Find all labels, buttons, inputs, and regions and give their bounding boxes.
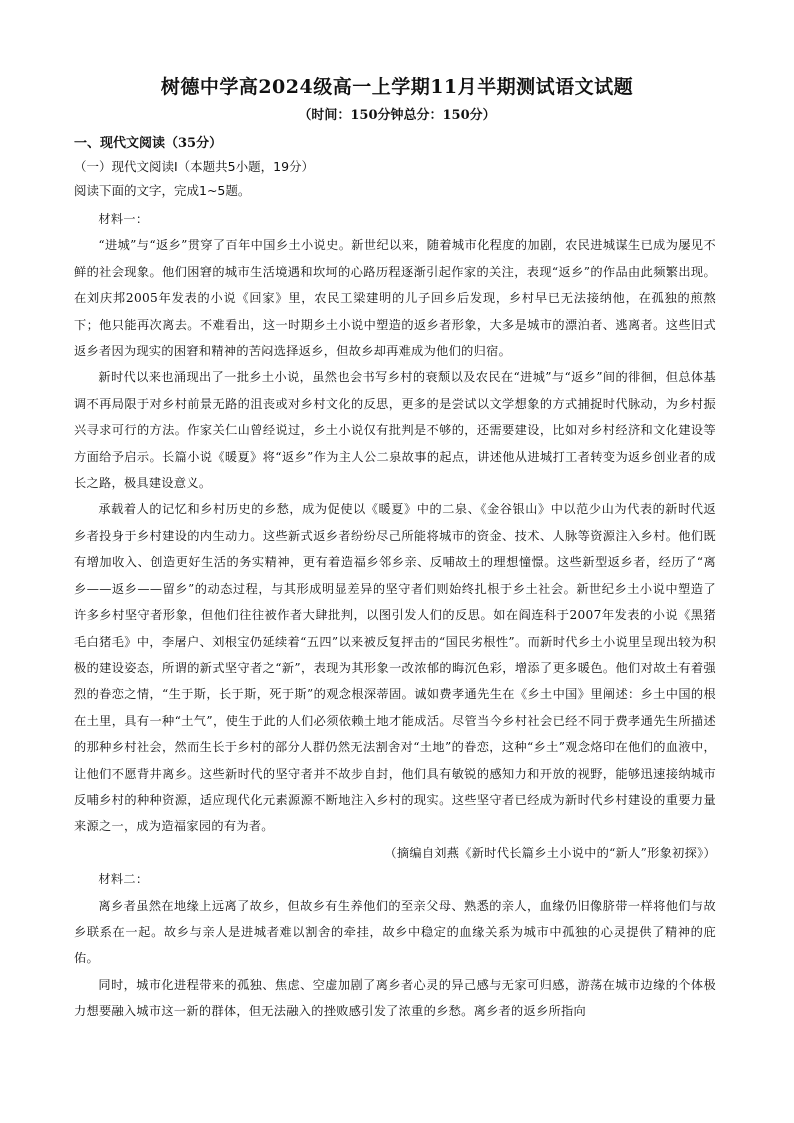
part-heading: （一）现代文阅读Ⅰ（本题共5小题，19分） [74, 159, 315, 174]
material-two-label: 材料二： [98, 872, 149, 887]
material-one-source: （摘编自刘燕《新时代长篇乡土小说中的“新人”形象初探》） [384, 845, 716, 860]
exam-info: （时间：150分钟总分：150分） [298, 108, 496, 123]
material-two-paragraph: 离乡者虽然在地缘上远离了故乡，但故乡有生养他们的至亲父母、熟悉的亲人，血缘仍旧像脐带一样将他们与故乡联系在一起。故乡与亲人是进城者难以割舍的牵挂，故乡中稳定的血缘关系为城市中孤独的心灵提供了精神的庇佑。 [74, 898, 716, 966]
material-one-paragraph: 新时代以来也涌现出了一批乡土小说，虽然也会书写乡村的衰颓以及农民在“进城”与“返乡”间的徘徊，但总体基调不再局限于对乡村前景无路的沮丧或对乡村文化的反思，更多的是尝试以文学想象的方式捕捉时代脉动，为乡村振兴寻求可行的方法。作家关仁山曾经说过，乡土小说仅有批判是不够的，还需要建设，比如对乡村经济和文化建设等方面给予启示。长篇小说《暖夏》将“返乡”作为主人公二泉故事的起点，讲述他从进城打工者转变为返乡创业者的成长之路，极具建设意义。 [74, 370, 716, 491]
reading-instruction: 阅读下面的文字，完成1~5题。 [74, 183, 251, 198]
reading-passage [74, 206, 716, 1025]
page-title: 树德中学高2024级高一上学期11月半期测试语文试题 [160, 76, 634, 98]
material-one-paragraph: “进城”与“返乡”贯穿了百年中国乡土小说史。新世纪以来，随着城市化程度的加剧，农民进城谋生已成为屡见不鲜的社会现象。他们困窘的城市生活境遇和坎坷的心路历程逐渐引起作家的关注，表现“返乡”的作品由此频繁出现。在刘庆邦2005年发表的小说《回家》里，农民工梁建明的儿子回乡后发现，乡村早已无法接纳他，在孤独的煎熬下；他只能再次离去。不难看出，这一时期乡土小说中塑造的返乡者形象，大多是城市的漂泊者、逃离者。这些旧式返乡者因为现实的困窘和精神的苦闷选择返乡，但故乡却再难成为他们的归宿。 [74, 238, 716, 359]
material-one-label: 材料一： [98, 212, 149, 226]
material-two-paragraph: 同时，城市化进程带来的孤独、焦虑、空虚加剧了离乡者心灵的异己感与无家可归感，游荡在城市边缘的个体极力想要融入城市这一新的群体，但无法融入的挫败感引发了浓重的乡愁。离乡者的返乡所指向 [74, 977, 716, 1019]
material-one-paragraph: 承载着人的记忆和乡村历史的乡愁，成为促使以《暖夏》中的二泉、《金谷银山》中以范少山为代表的新时代返乡者投身于乡村建设的内生动力。这些新式返乡者纷纷尽己所能将城市的资金、技术、人脉等资源注入乡村。他们既有增加收入、创造更好生活的务实精神，更有着造福乡邻乡亲、反哺故土的理想憧憬。这些新型返乡者，经历了“离乡——返乡——留乡”的动态过程，与其形成明显差异的坚守者们则始终扎根于乡土社会。新世纪乡土小说中塑造了许多乡村坚守者形象，但他们往往被作者大肆批判，以图引发人们的反思。如在阎连科于2007年发表的小说《黑猪毛白猪毛》中，李屠户、刘根宝仍延续着“五四”以来被反复抨击的“国民劣根性”。而新时代乡土小说里呈现出较为积极的建设姿态，所谓的新式坚守者之“新”，表现为其形象一改浓郁的晦沉色彩，增添了更多暖色。他们对故土有着强烈的眷恋之情，“生于斯，长于斯，死于斯”的观念根深蒂固。诚如费孝通先生在《乡土中国》里阐述：乡土中国的根在土里，具有一种“土气”，使生于此的人们必须依赖土地才能成活。尽管当今乡村社会已经不同于费孝通先生所描述的那种乡村社会，然而生长于乡村的部分人群仍然无法割舍对“土地”的眷恋，这种“乡土”观念烙印在他们的血液中，让他们不愿背井离乡。这些新时代的坚守者并不故步自封，他们具有敏锐的感知力和开放的视野，能够迅速接纳城市反哺乡村的种种资源，适应现代化元素源源不断地注入乡村的现实。这些坚守者已经成为新时代乡村建设的重要力量来源之一，成为造福家园的有为者。 [74, 502, 716, 834]
section-heading: 一、现代文阅读（35分） [74, 136, 223, 151]
